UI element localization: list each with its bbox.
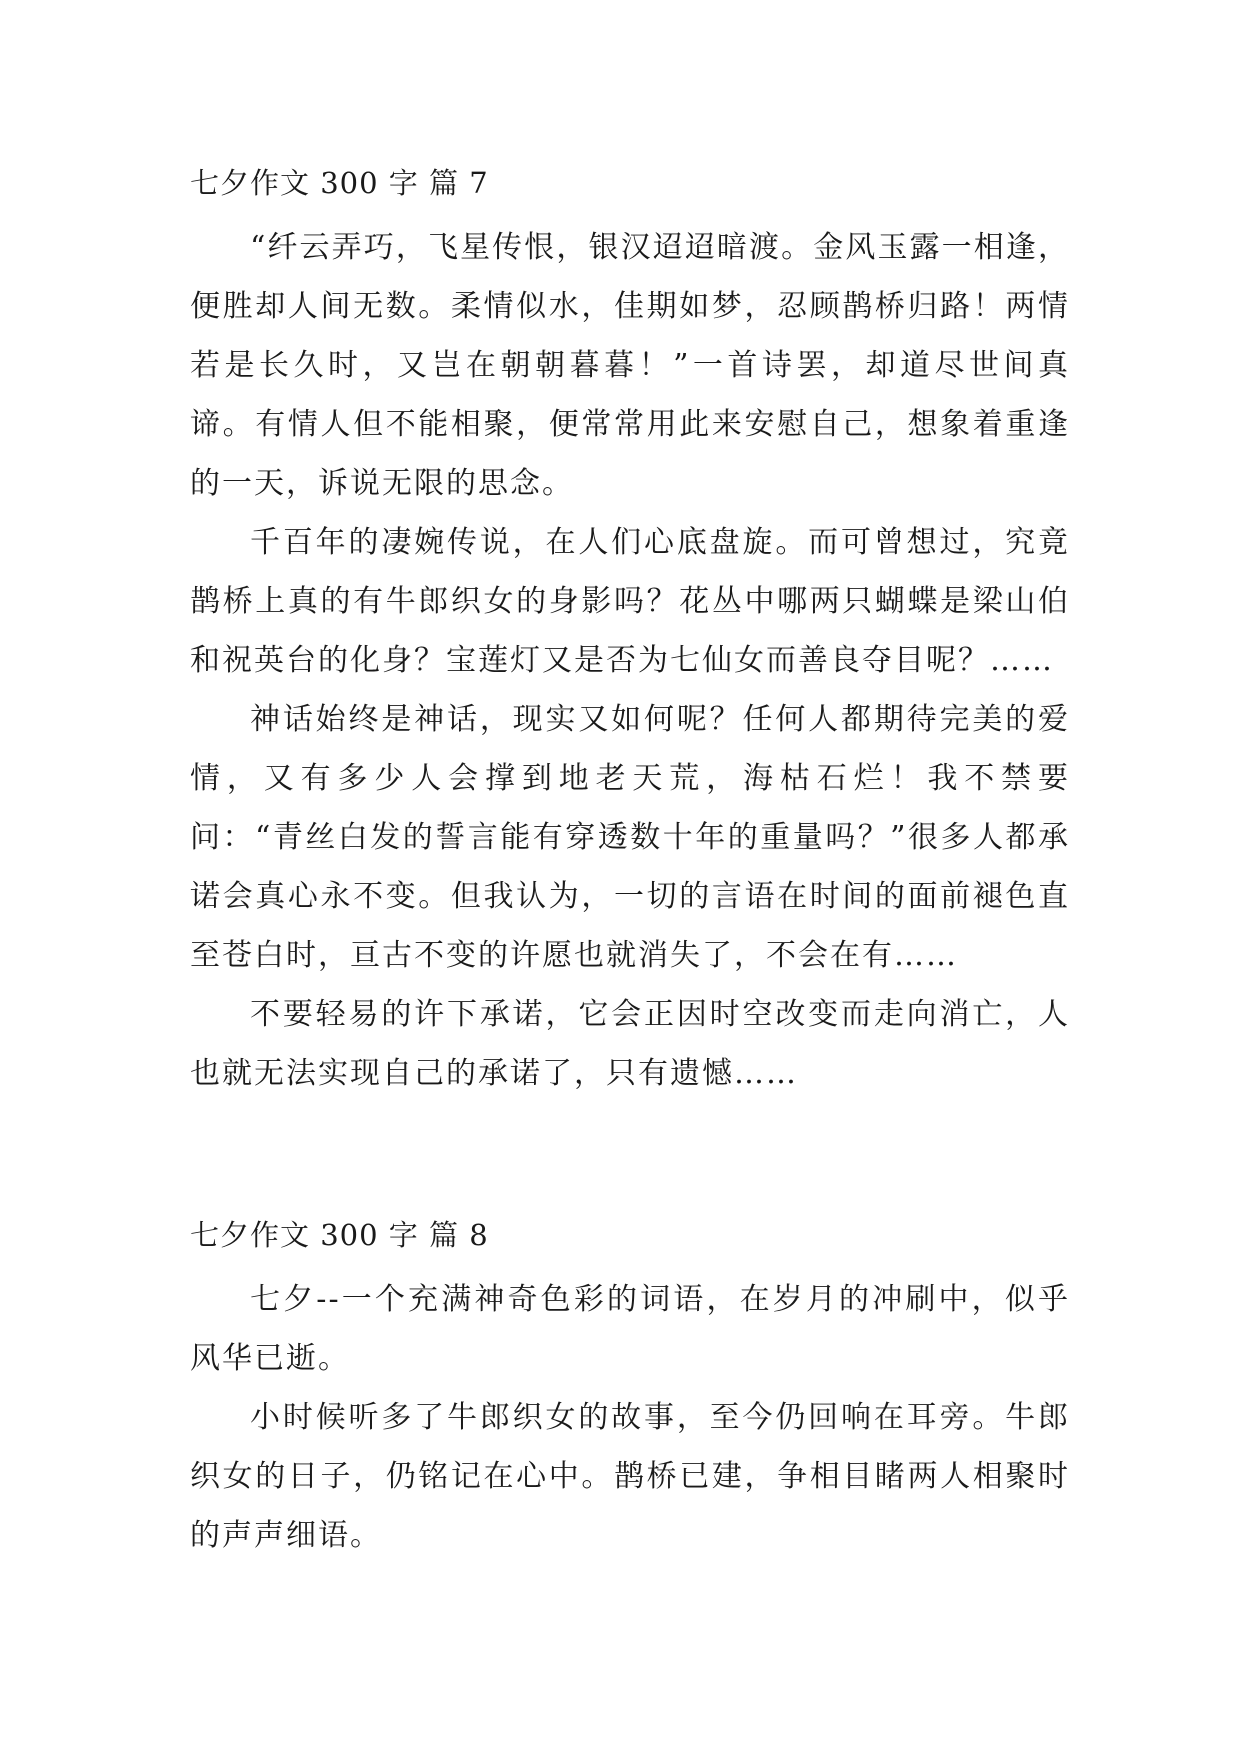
essay-paragraph: 不要轻易的许下承诺，它会正因时空改变而走向消亡，人也就无法实现自己的承诺了，只有遗憾…… [190, 997, 1070, 1091]
essay-paragraph: “纤云弄巧，飞星传恨，银汉迢迢暗渡。金风玉露一相逢，便胜却人间无数。柔情似水，佳期如梦，忍顾鹊桥归路！两情若是长久时，又岂在朝朝暮暮！”一首诗罢，却道尽世间真谛。有情人但不能相聚，便常常用此来安慰自己，想象着重逢的一天，诉说无限的思念。 [190, 230, 1070, 501]
essay-paragraph: 神话始终是神话，现实又如何呢？任何人都期待完美的爱情，又有多少人会撑到地老天荒，海枯石烂！我不禁要问：“青丝白发的誓言能有穿透数十年的重量吗？”很多人都承诺会真心永不变。但我认为，一切的言语在时间的面前褪色直至苍白时，亘古不变的许愿也就消失了，不会在有…… [190, 702, 1070, 973]
essay-section-8 [190, 1214, 1070, 1565]
essay-section-7 [190, 162, 1070, 1103]
essay-paragraph: 七夕--一个充满神奇色彩的词语，在岁月的冲刷中，似乎风华已逝。 [190, 1282, 1070, 1376]
essay-paragraph: 小时候听多了牛郎织女的故事，至今仍回响在耳旁。牛郎织女的日子，仍铭记在心中。鹊桥已建，争相目睹两人相聚时的声声细语。 [190, 1400, 1070, 1553]
essay-title: 七夕作文 300 字 篇 7 [190, 166, 489, 200]
essay-title: 七夕作文 300 字 篇 8 [190, 1218, 489, 1252]
essay-paragraph: 千百年的凄婉传说，在人们心底盘旋。而可曾想过，究竟鹊桥上真的有牛郎织女的身影吗？花丛中哪两只蝴蝶是梁山伯和祝英台的化身？宝莲灯又是否为七仙女而善良夺目呢？…… [190, 525, 1070, 678]
